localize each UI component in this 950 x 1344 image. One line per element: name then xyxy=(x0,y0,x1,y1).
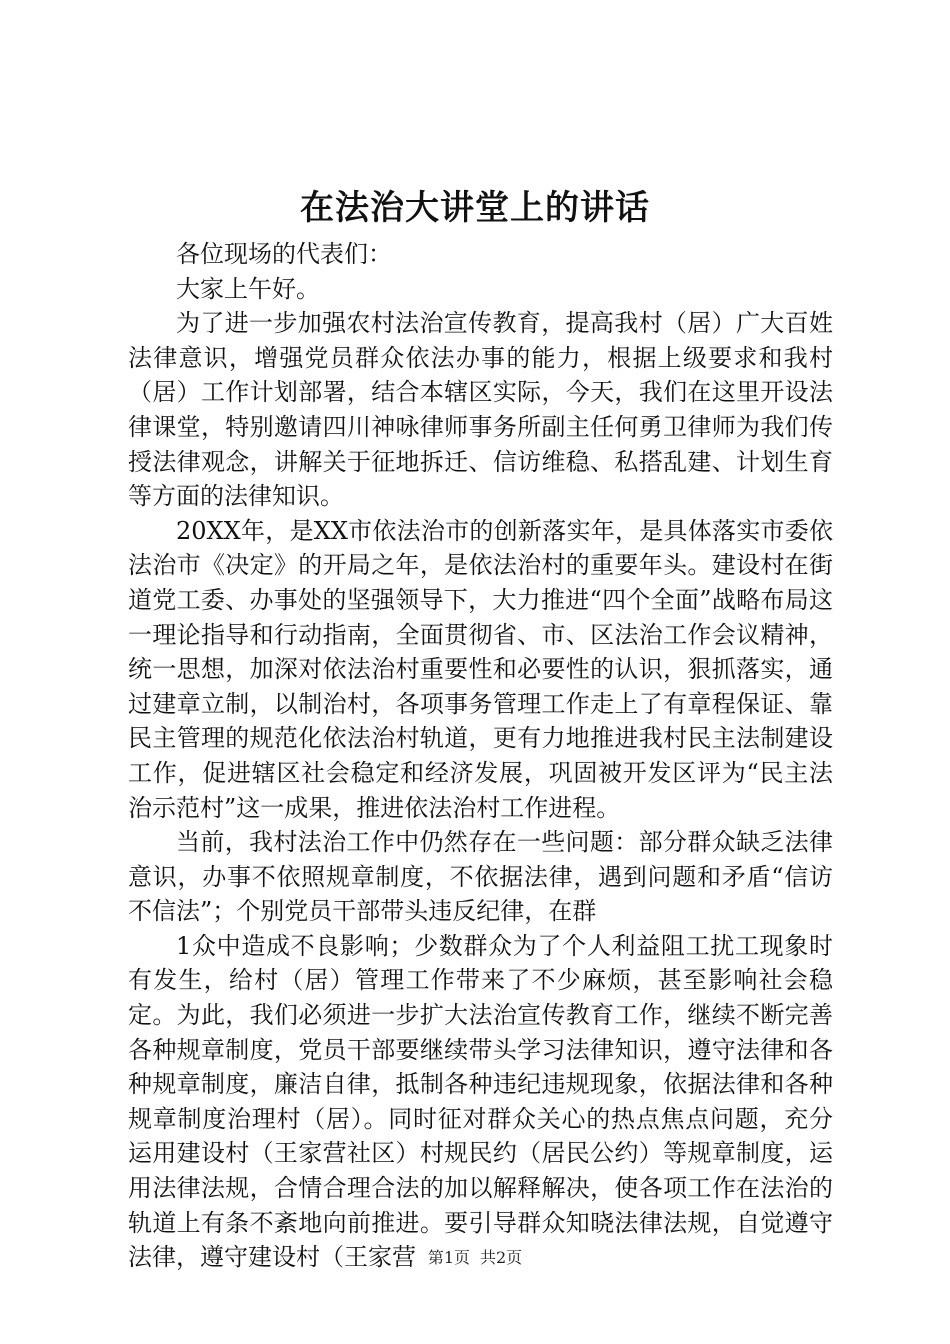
greeting: 大家上午好。 xyxy=(176,274,320,303)
salutation: 各位现场的代表们： xyxy=(176,240,392,268)
page-number: 第1页 xyxy=(427,1248,470,1267)
page-total: 共2页 xyxy=(480,1248,523,1267)
paragraph: 为了进一步加强农村法治宣传教育，提高我村（居）广大百姓法律意识，增强党员群众依法办事的能力，根据上级要求和我村（居）工作计划部署，结合本辖区实际，今天，我们在这里开设法律课堂，特别邀请四川神咏律师事务所副主任何勇卫律师为我们传授法律观念，讲解关于征地拆迁、信访维稳、私搭乱建、计划生育等方面的法律知识。 xyxy=(128,309,833,511)
paragraph: 1众中造成不良影响；少数群众为了个人利益阻工扰工现象时有发生，给村（居）管理工作带来了不少麻烦，甚至影响社会稳定。为此，我们必须进一步扩大法治宣传教育工作，继续不断完善各种规章制度，党员干部要继续带头学习法律知识，遵守法律和各种规章制度，廉洁自律，抵制各种违纪违规现象，依据法律和各种规章制度治理村（居）。同时征对群众关心的热点焦点问题，充分运用建设村（王家营社区）村规民约（居民公约）等规章制度，运用法律法规，合情合理合法的加以解释解决，使各项工作在法治的轨道上有条不紊地向前推进。要引导群众知晓法律法规，自觉遵守法律，遵守建设村（王家营 xyxy=(128,931,833,1272)
paragraph: 20XX年，是XX市依法治市的创新落实年，是具体落实市委依法治市《决定》的开局之年，是依法治村的重要年头。建设村在街道党工委、办事处的坚强领导下，大力推进“四个全面”战略布局这一理论指导和行动指南，全面贯彻省、市、区法治工作会议精神，统一思想，加深对依法治村重要性和必要性的认识，狠抓落实，通过建章立制，以制治村，各项事务管理工作走上了有章程保证、靠民主管理的规范化依法治村轨道，更有力地推进我村民主法制建设工作，促进辖区社会稳定和经济发展，巩固被开发区评为“民主法治示范村”这一成果，推进依法治村工作进程。 xyxy=(128,516,833,822)
document-body xyxy=(128,237,833,1275)
page-title: 在法治大讲堂上的讲话 xyxy=(300,188,650,228)
page-footer xyxy=(0,1248,950,1268)
paragraph: 当前，我村法治工作中仍然存在一些问题：部分群众缺乏法律意识，办事不依照规章制度，不依据法律，遇到问题和矛盾“信访不信法”；个别党员干部带头违反纪律，在群 xyxy=(128,828,833,926)
